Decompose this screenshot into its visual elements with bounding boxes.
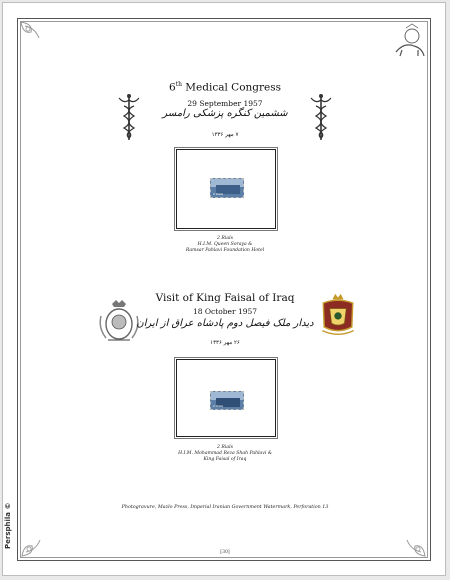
section1-date: 29 September 1957 <box>187 99 263 108</box>
section2-persian-date: ۲۶ مهر ۱۳۳۶ <box>210 340 240 346</box>
section1-persian-title: ششمین کنگره پزشکی رامسر <box>162 108 288 119</box>
corner-ornament-icon <box>19 20 49 50</box>
brand-watermark: Persphila © <box>4 502 12 549</box>
section1-caption: 2 Rials H.I.M. Queen Soraya & Ramsar Pahlavi Foundation Hotel <box>185 236 265 253</box>
corner-ornament-icon <box>20 528 50 558</box>
corner-ornament-icon <box>397 528 427 558</box>
section2-title: Visit of King Faisal of Iraq <box>155 292 295 304</box>
lion-and-sun-corner-icon <box>390 22 430 62</box>
section2-date: 18 October 1957 <box>192 307 258 316</box>
stamp-medical-congress: 2 Rials <box>210 178 244 198</box>
section1-title: 6th Medical Congress <box>168 81 282 94</box>
print-details-footer: Photogravure, Mazlo Press, Imperial Iranian Government Watermark, Perforation 13 <box>121 505 329 510</box>
section2-caption: 2 Rials H.I.M. Mohammad Reza Shah Pahlavi & King Faisal of Iraq <box>178 445 272 462</box>
stamp-king-faisal-visit: 2 Rials <box>210 391 244 410</box>
page-number: [30] <box>220 550 230 555</box>
section2-persian-title: دیدار ملک فیصل دوم پادشاه عراق از ایران <box>136 318 314 329</box>
section1-persian-date: ۷ مهر ۱۳۳۶ <box>211 132 239 138</box>
